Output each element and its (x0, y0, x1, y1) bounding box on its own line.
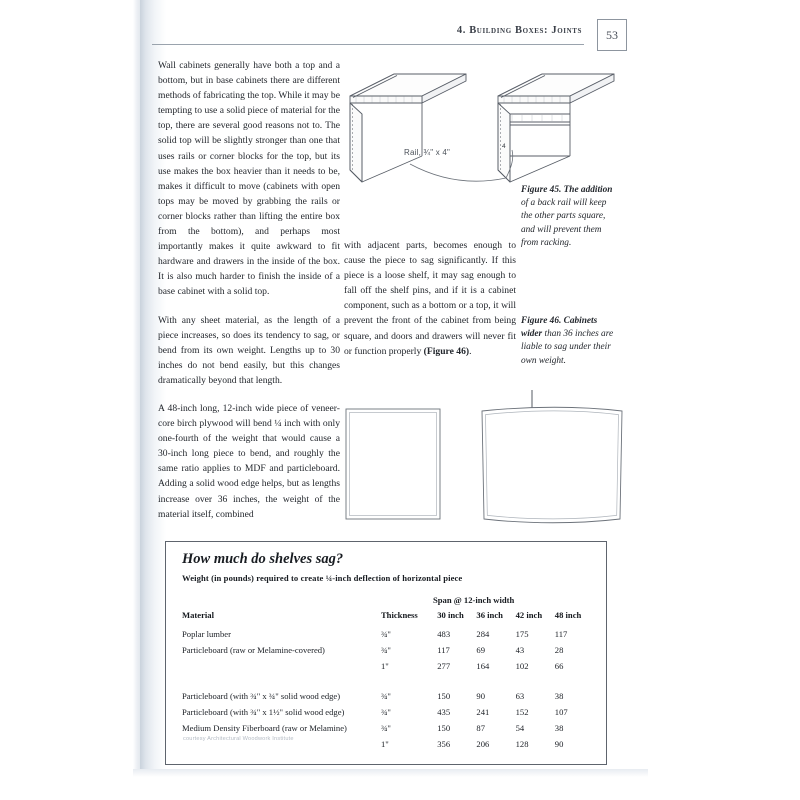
cell-thickness: ¾" (380, 723, 391, 734)
sidebar-subtitle: Weight (in pounds) required to create ¼-inch deflection of horizontal piece (182, 573, 463, 583)
figure-46-drawing (330, 400, 630, 535)
figure-46-caption-lead: Figure 46. Cabinets wider (521, 316, 598, 340)
header-rule (152, 44, 584, 45)
figure-45-caption-rest: of a back rail will keep the other parts square, and will prevent them from racking. (521, 198, 607, 248)
cell-material: Particleboard (with ¾" x ¾" solid wood edge) (182, 690, 341, 701)
cell-weight-36-inch: 87 (476, 723, 485, 734)
body-column-left (158, 58, 340, 535)
cell-material: Medium Density Fiberboard (raw or Melamine) (182, 723, 347, 734)
cell-weight-36-inch: 164 (476, 661, 490, 672)
cell-weight-48-inch: 38 (554, 723, 564, 734)
cell-thickness: 1" (380, 661, 389, 672)
spacer-cell (182, 675, 594, 688)
col-header-48inch: 48 inch (554, 610, 582, 620)
paragraph-4 (344, 238, 516, 359)
cell-weight-36-inch: 284 (476, 629, 490, 640)
cell-material: Poplar lumber (182, 629, 231, 640)
rail-callout-number: 4 (502, 143, 506, 150)
paragraph-1: Wall cabinets generally have both a top and a bottom, but in base cabinets there are different methods of fabricating the top. While it may be tempting to use a solid piece of material for the top, there are several good reasons not to. The solid top will be slightly stronger than one that uses rails or corner blocks for the top, but its use makes the box heavier than it needs to be, makes it difficult to move (cabinets with open tops may be moved by grabbing the rails or corner blocks rather than lifting the entire box from the bottom), and perhaps most importantly makes it quite awkward to fit hardware and drawers in the inside of the box. It is also much harder to finish the inside of a base cabinet with a solid top. (158, 60, 340, 298)
cell-weight-48-inch: 117 (554, 629, 568, 640)
span-group-heading: Span @ 12-inch width (433, 595, 515, 605)
table-body (182, 626, 594, 753)
table-row (182, 720, 594, 736)
shelf-sag-table (182, 610, 594, 753)
table-credit: courtesy Architectural Woodwork Institute (183, 736, 294, 742)
running-head: 4. Building Boxes: Joints (456, 25, 582, 36)
table-row (182, 642, 594, 658)
cell-weight-30-inch: 277 (437, 661, 451, 672)
figure-45-caption-lead: Figure 45. The addition (521, 185, 613, 195)
cabinet-with-rail (498, 74, 614, 182)
col-header-30inch: 30 inch (437, 610, 464, 620)
col-header-material: Material (182, 610, 214, 620)
cell-material: Particleboard (with ¾" x 1½" solid wood edge) (182, 707, 345, 718)
table-header-row (182, 610, 594, 626)
sidebar-title: How much do shelves sag? (182, 551, 344, 567)
page-bottom-edge (133, 769, 648, 777)
cell-weight-30-inch: 150 (437, 690, 451, 701)
figure-46-caption-rest: than 36 inches are liable to sag under their own weight. (521, 329, 614, 366)
cell-weight-30-inch: 117 (437, 645, 450, 656)
figure-46-reference: (Figure 46) (423, 345, 470, 357)
rail-dimension-label: Rail, ¾" x 4" (404, 148, 451, 157)
cabinet-sagging (482, 407, 622, 523)
cell-weight-42-inch: 43 (515, 645, 525, 656)
cabinet-square (346, 409, 440, 519)
shelf-sag-sidebar (165, 541, 607, 765)
cell-material (182, 658, 381, 674)
figure-45-drawing (348, 52, 638, 197)
cell-weight-30-inch: 483 (437, 629, 451, 640)
paragraph-3: A 48-inch long, 12-inch wide piece of veneer-core birch plywood will bend ¼ inch with only one-fourth of the weight that would cause a 30-inch long piece to bend, and roughly the same ratio applies to MDF and particleboard. Adding a solid wood edge helps, but as lengths increase over 36 inches, the weight of the material itself, combined (158, 402, 340, 520)
table-row (182, 704, 594, 720)
page-number: 53 (597, 19, 627, 51)
cell-thickness: 1" (380, 739, 389, 750)
paragraph-4-lead: with adjacent parts, becomes enough to cause the piece to sag significantly. If this piece is a loose shelf, it may sag enough to fall off the shelf pins, and if it is a cabinet component, such as a bottom or a top, it will prevent the front of the cabinet from being square, and doors and drawers will never fit or function properly (344, 240, 516, 357)
col-header-thickness: Thickness (380, 610, 418, 620)
cell-weight-36-inch: 206 (476, 739, 490, 750)
cell-thickness: ¾" (380, 690, 391, 701)
cell-weight-42-inch: 54 (515, 723, 525, 734)
cell-weight-48-inch: 90 (554, 739, 564, 750)
cell-thickness: ¾" (380, 707, 391, 718)
cell-weight-30-inch: 356 (437, 739, 451, 750)
cell-weight-30-inch: 150 (437, 723, 451, 734)
cell-weight-48-inch: 28 (554, 645, 564, 656)
cabinet-without-rail (350, 74, 466, 182)
cell-weight-42-inch: 152 (515, 707, 529, 718)
table-row (182, 658, 594, 674)
cell-weight-42-inch: 102 (515, 661, 529, 672)
cell-material: Particleboard (raw or Melamine-covered) (182, 645, 325, 656)
col-header-36inch: 36 inch (476, 610, 503, 620)
cell-weight-42-inch: 128 (515, 739, 529, 750)
paragraph-4-tail: . (469, 345, 472, 357)
cell-thickness: ¾" (380, 629, 391, 640)
cell-weight-42-inch: 63 (515, 690, 525, 701)
body-column-right (344, 238, 516, 372)
cell-weight-48-inch: 38 (554, 690, 564, 701)
cell-weight-48-inch: 107 (554, 707, 568, 718)
col-header-42inch: 42 inch (515, 610, 543, 620)
cell-weight-30-inch: 435 (437, 707, 451, 718)
table-row-spacer (182, 675, 594, 688)
table-head (182, 610, 594, 626)
figure-46-caption (521, 315, 617, 368)
cell-weight-36-inch: 90 (476, 690, 485, 701)
cell-weight-36-inch: 69 (476, 645, 485, 656)
figure-45-caption (521, 184, 617, 250)
table-row (182, 688, 594, 704)
cell-weight-36-inch: 241 (476, 707, 490, 718)
table-row (182, 626, 594, 642)
cell-weight-48-inch: 66 (554, 661, 564, 672)
paragraph-2: With any sheet material, as the length of a piece increases, so does its tendency to sag, or bend from its own weight. Lengths up to 30 inches do not bend easily, but this changes dramatically beyond that length. (158, 314, 340, 386)
cell-thickness: ¾" (380, 645, 391, 656)
cell-weight-42-inch: 175 (515, 629, 529, 640)
